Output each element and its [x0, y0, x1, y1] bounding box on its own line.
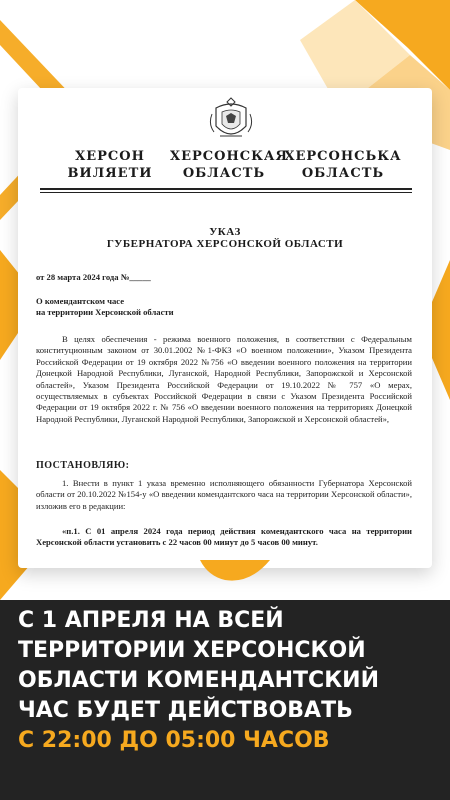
headline-line3: ОБЛАСТИ КОМЕНДАНТСКИЙ	[18, 668, 380, 693]
decree-title: УКАЗ	[209, 226, 241, 238]
coat-of-arms-icon	[208, 96, 254, 146]
decree-document	[18, 88, 432, 568]
header-left	[56, 148, 164, 182]
header-right-line2: ОБЛАСТЬ	[301, 166, 385, 181]
decree-issuer: ГУБЕРНАТОРА ХЕРСОНСКОЙ ОБЛАСТИ	[106, 238, 344, 250]
decree-date: от 28 марта 2024 года №_____	[36, 272, 151, 282]
header-rule-thin	[40, 192, 412, 193]
decree-resolve-word: ПОСТАНОВЛЯЮ:	[36, 460, 130, 471]
headline-line4: ЧАС БУДЕТ ДЕЙСТВОВАТЬ	[18, 698, 353, 723]
header-rule-thick	[40, 188, 412, 190]
headline-line1: С 1 АПРЕЛЯ НА ВСЕЙ	[18, 608, 284, 633]
headline-line2: ТЕРРИТОРИИ ХЕРСОНСКОЙ	[18, 638, 366, 663]
decree-item-1: 1. Внести в пункт 1 указа временно исполняющего обязанности Губернатора Херсонской области от 20.10.2022 №154-у «О введении комендантского часа на территории Херсонской области», изложив его в редакции:	[36, 478, 412, 511]
subject-line2: на территории Херсонской области	[36, 307, 174, 318]
header-right-line1: ХЕРСОНСЬКА	[284, 149, 402, 164]
decree-preamble: В целях обеспечения - режима военного положения, в соответствии с Федеральным конституционным законом от 30.01.2002 №1-ФКЗ «О военном положении», Указом Президента Российской Федерации от 19 октября 2022 №756 «О введении военного положения на территории Донецкой Народной Республики, Луганской, Народной Республики, Запорожской и Херсонской областей», Указом Президента Российской Федерации от 19.10.2022 № 757 «О мерах, осуществляемых в субъектах Российской Федерации в связи с Указом Президента Российской Федерации от 19 октября 2022 г. № 756 «О введении военного положения на территориях Донецкой Народной Республики, Луганской Народной Республики, Запорожской и Херсонской областей»,	[36, 334, 412, 424]
subject-line1: О комендантском часе	[36, 296, 125, 306]
header-left-line1: ХЕРСОН	[75, 149, 145, 164]
header-left-line2: ВИЛЯЕТИ	[67, 166, 153, 181]
headline-line5-time: С 22:00 ДО 05:00 ЧАСОВ	[18, 728, 330, 753]
orange-accent-shape	[200, 560, 270, 584]
decree-subject	[36, 296, 412, 319]
header-center	[170, 148, 288, 182]
header-center-line1: ХЕРСОНСКАЯ	[170, 149, 288, 164]
headline	[18, 606, 438, 756]
header-center-line2: ОБЛАСТЬ	[182, 166, 266, 181]
header-right	[284, 148, 402, 182]
decree-quote: «п.1. С 01 апреля 2024 года период действия комендантского часа на территории Херсонской области установить с 22 часов 00 минут до 5 часов 00 минут.	[36, 526, 412, 548]
